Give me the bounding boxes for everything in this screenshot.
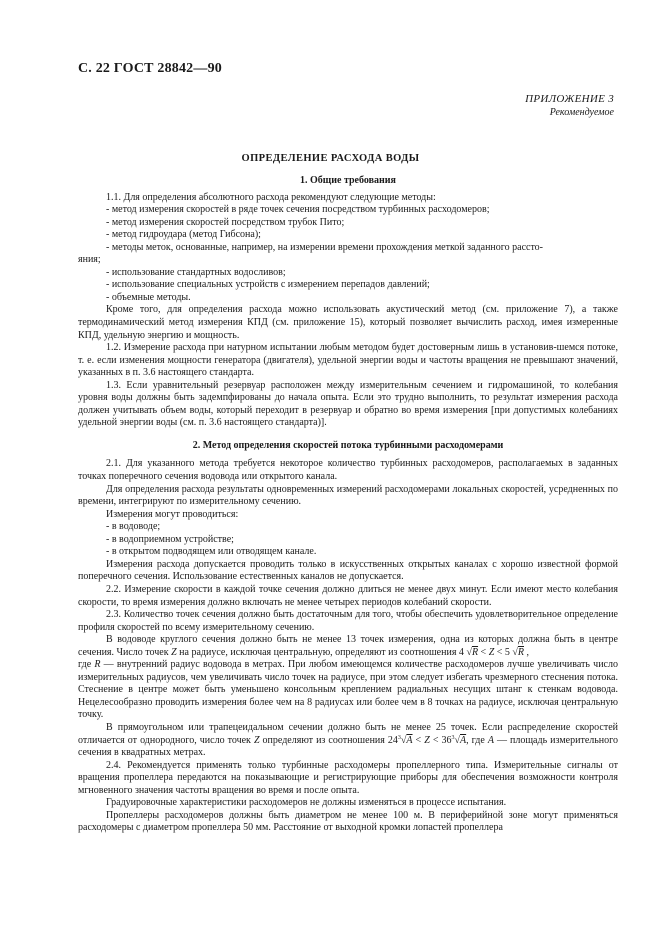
paragraph: Для определения расхода результаты одновременных измерений расходомерами локальных скоростей, усредненных по времени, интегрируют по измерительному сечению. [78, 483, 618, 508]
text-run: — площадь измерительного сечения в квадратных метрах. [78, 734, 619, 759]
list-item: - в водоводе; [106, 521, 161, 533]
text-run: < [478, 646, 489, 658]
symbol-A: A [460, 734, 467, 746]
text-run: < 36 [429, 734, 452, 746]
symbol-Z: Z [171, 646, 177, 658]
paragraph: Градуировочные характеристики расходомеров не должны изменяться в процессе испытания. [106, 797, 507, 809]
list-item: - объемные методы. [106, 291, 191, 303]
text-run: — внутренний радиус водовода в метрах. При любом имеющемся количестве расходомеров лучше увеличивать число измерительных радиусов, чем увеличивать число точек на радиусе, при этом следует избегать чрезмерного стеснения потока. Стеснение в центре может быть уменьшено консольным креплением радиальных несущих штанг к стенкам водовода. Нецелесообразно проводить измерения более чем на 8 радиусах или более чем в 8 точках на радиусе, исключая центральную точку. [78, 659, 618, 721]
symbol-Z: Z [424, 734, 430, 746]
paragraph-with-formula: В прямоугольном или трапецеидальном сечении должно быть не менее 25 точек. Если распределение скоростей отличается от однородного, число точек Z определяют из соотношения $24^3√A < Z < 36^3√A$, где A — площадь измерительного сечения в квадратных метрах. [78, 721, 619, 759]
paragraph: 1.1. Для определения абсолютного расхода рекомендуют следующие методы: [106, 191, 436, 203]
list-item: - метод измерения скоростей посредством трубок Пито; [106, 216, 345, 228]
symbol-Z: Z [488, 646, 495, 658]
section-1-heading: 1. Общие требования [300, 175, 396, 186]
text-run: В водоводе круглого сечения должно быть не менее 13 точек измерения, одна из которых должна быть в центре сечения. Число точек [78, 634, 618, 658]
page-header: С. 22 ГОСТ 28842—90 [78, 61, 222, 76]
paragraph: 2.3. Количество точек сечения должно быть достаточным для того, чтобы обеспечить удовлетворительное определение профиля скоростей по всему измерительному сечению. [78, 609, 618, 633]
symbol-A: A [406, 734, 413, 746]
text-run: < 5 [494, 646, 513, 658]
appendix-status: Рекомендуемое [549, 107, 614, 118]
list-item: - в открытом подводящем или отводящем канале. [106, 546, 317, 558]
paragraph: Пропеллеры расходомеров должны быть диаметром не менее 100 м. В периферийной зоне могут применяться расходомеры с диаметром пропеллера 50 мм. Расстояние от выходной кромки лопастей пропеллера [78, 809, 618, 834]
paragraph: 2.2. Измерение скорости в каждой точке сечения должно длиться не менее двух минут. Если имеют место колебания скорости, то время измерения должно включать не менее четырех периодов колебаний скорости. [78, 583, 618, 608]
list-item: - метод измерения скоростей в ряде точек сечения посредством турбинных расходомеров; [106, 204, 490, 216]
body-text [78, 174, 618, 835]
section-2-heading: 2. Метод определения скоростей потока турбинными расходомерами [192, 439, 504, 451]
root-index: 3 [451, 734, 455, 741]
symbol-R: R [94, 659, 101, 671]
paragraph: 1.2. Измерение расхода при натурном испытании любым методом будет достоверным лишь в установив-шемся потоке, т. е. если изменения мощности генератора (двигателя), удельной энергии воды и частоты вращения не превышают значений, указанных в п. 3.6 настоящего стандарта. [78, 342, 618, 379]
text-run: В прямоугольном или трапецеидальном сечении должно быть не менее 25 точек. Если распределение скоростей отличается от однородного, число точек [78, 721, 618, 746]
appendix-label-block [525, 93, 614, 119]
document-title: ОПРЕДЕЛЕНИЕ РАСХОДА ВОДЫ [241, 153, 420, 164]
symbol-A: A [487, 734, 494, 746]
paragraph: 1.3. Если уравнительный резервуар расположен между измерительным сечением и гидромашиной, то колебания уровня воды должны быть задемпфированы до начала опыта. Если это трудно выполнить, то результат измерения расхода должен учитывать объем воды, который переходит в резервуар и обратно во время измерения [при допустимых колебаниях удельной энергии воды (см. п. 3.6 настоящего стандарта)]. [78, 379, 618, 429]
paragraph-continuation [78, 659, 618, 722]
symbol-R: R [517, 646, 524, 658]
symbol-R: R [471, 646, 479, 658]
text-run: на радиусе, исключая центральную, определяют из соотношения 4 [176, 646, 467, 658]
list-item: - использование специальных устройств с измерением перепадов давлений; [106, 279, 430, 291]
text-run: где [78, 659, 95, 671]
paragraph: Измерения расхода допускается проводить только в искусственных открытых каналах с хорошо известной формой поперечного сечения. Использование естественных каналов не допускается. [78, 558, 618, 583]
paragraph: 2.4. Рекомендуется применять только турбинные расходомеры пропеллерного типа. Измерительные сигналы от вращения пропеллера передаются на показывающие и регистрирующие приборы для обеспечения возможности контроля мгновенного значения частоты вращения во время и после опыта. [78, 759, 618, 796]
appendix-label: ПРИЛОЖЕНИЕ 3 [525, 93, 614, 105]
text-run: , [524, 646, 529, 658]
paragraph: Кроме того, для определения расхода можно использовать акустический метод (см. приложение 7), а также термодинамический метод измерения КПД (см. приложение 15), который позволяет вычислить расход, имея измеренные КПД, удельную энергию и мощность. [78, 304, 618, 341]
paragraph-with-formula: В водоводе круглого сечения должно быть не менее 13 точек измерения, одна из которых должна быть в центре сечения. Число точек Z на радиусе, исключая центральную, определяют из соотношения 4 √R < Z < 5 √R , [78, 634, 618, 658]
text-run: < [412, 734, 425, 746]
paragraph: 2.1. Для указанного метода требуется некоторое количество турбинных расходомеров, располагаемых в заданных точках поперечного сечения водовода или открытого канала. [78, 458, 618, 483]
root-index: 3 [397, 734, 401, 741]
list-item-continuation: яния; [78, 254, 101, 266]
list-item: - в водоприемном устройстве; [106, 533, 234, 545]
symbol-Z: Z [253, 734, 260, 746]
text-run: , где [466, 734, 488, 746]
list-item: - методы меток, основанные, например, на измерении времени прохождения меткой заданного рассто- [106, 241, 544, 253]
list-item: - метод гидроудара (метод Гибсона); [106, 229, 261, 241]
paragraph: Измерения могут проводиться: [106, 508, 239, 520]
text-run: определяют из соотношения 24 [259, 734, 398, 746]
list-item: - использование стандартных водосливов; [106, 266, 286, 278]
